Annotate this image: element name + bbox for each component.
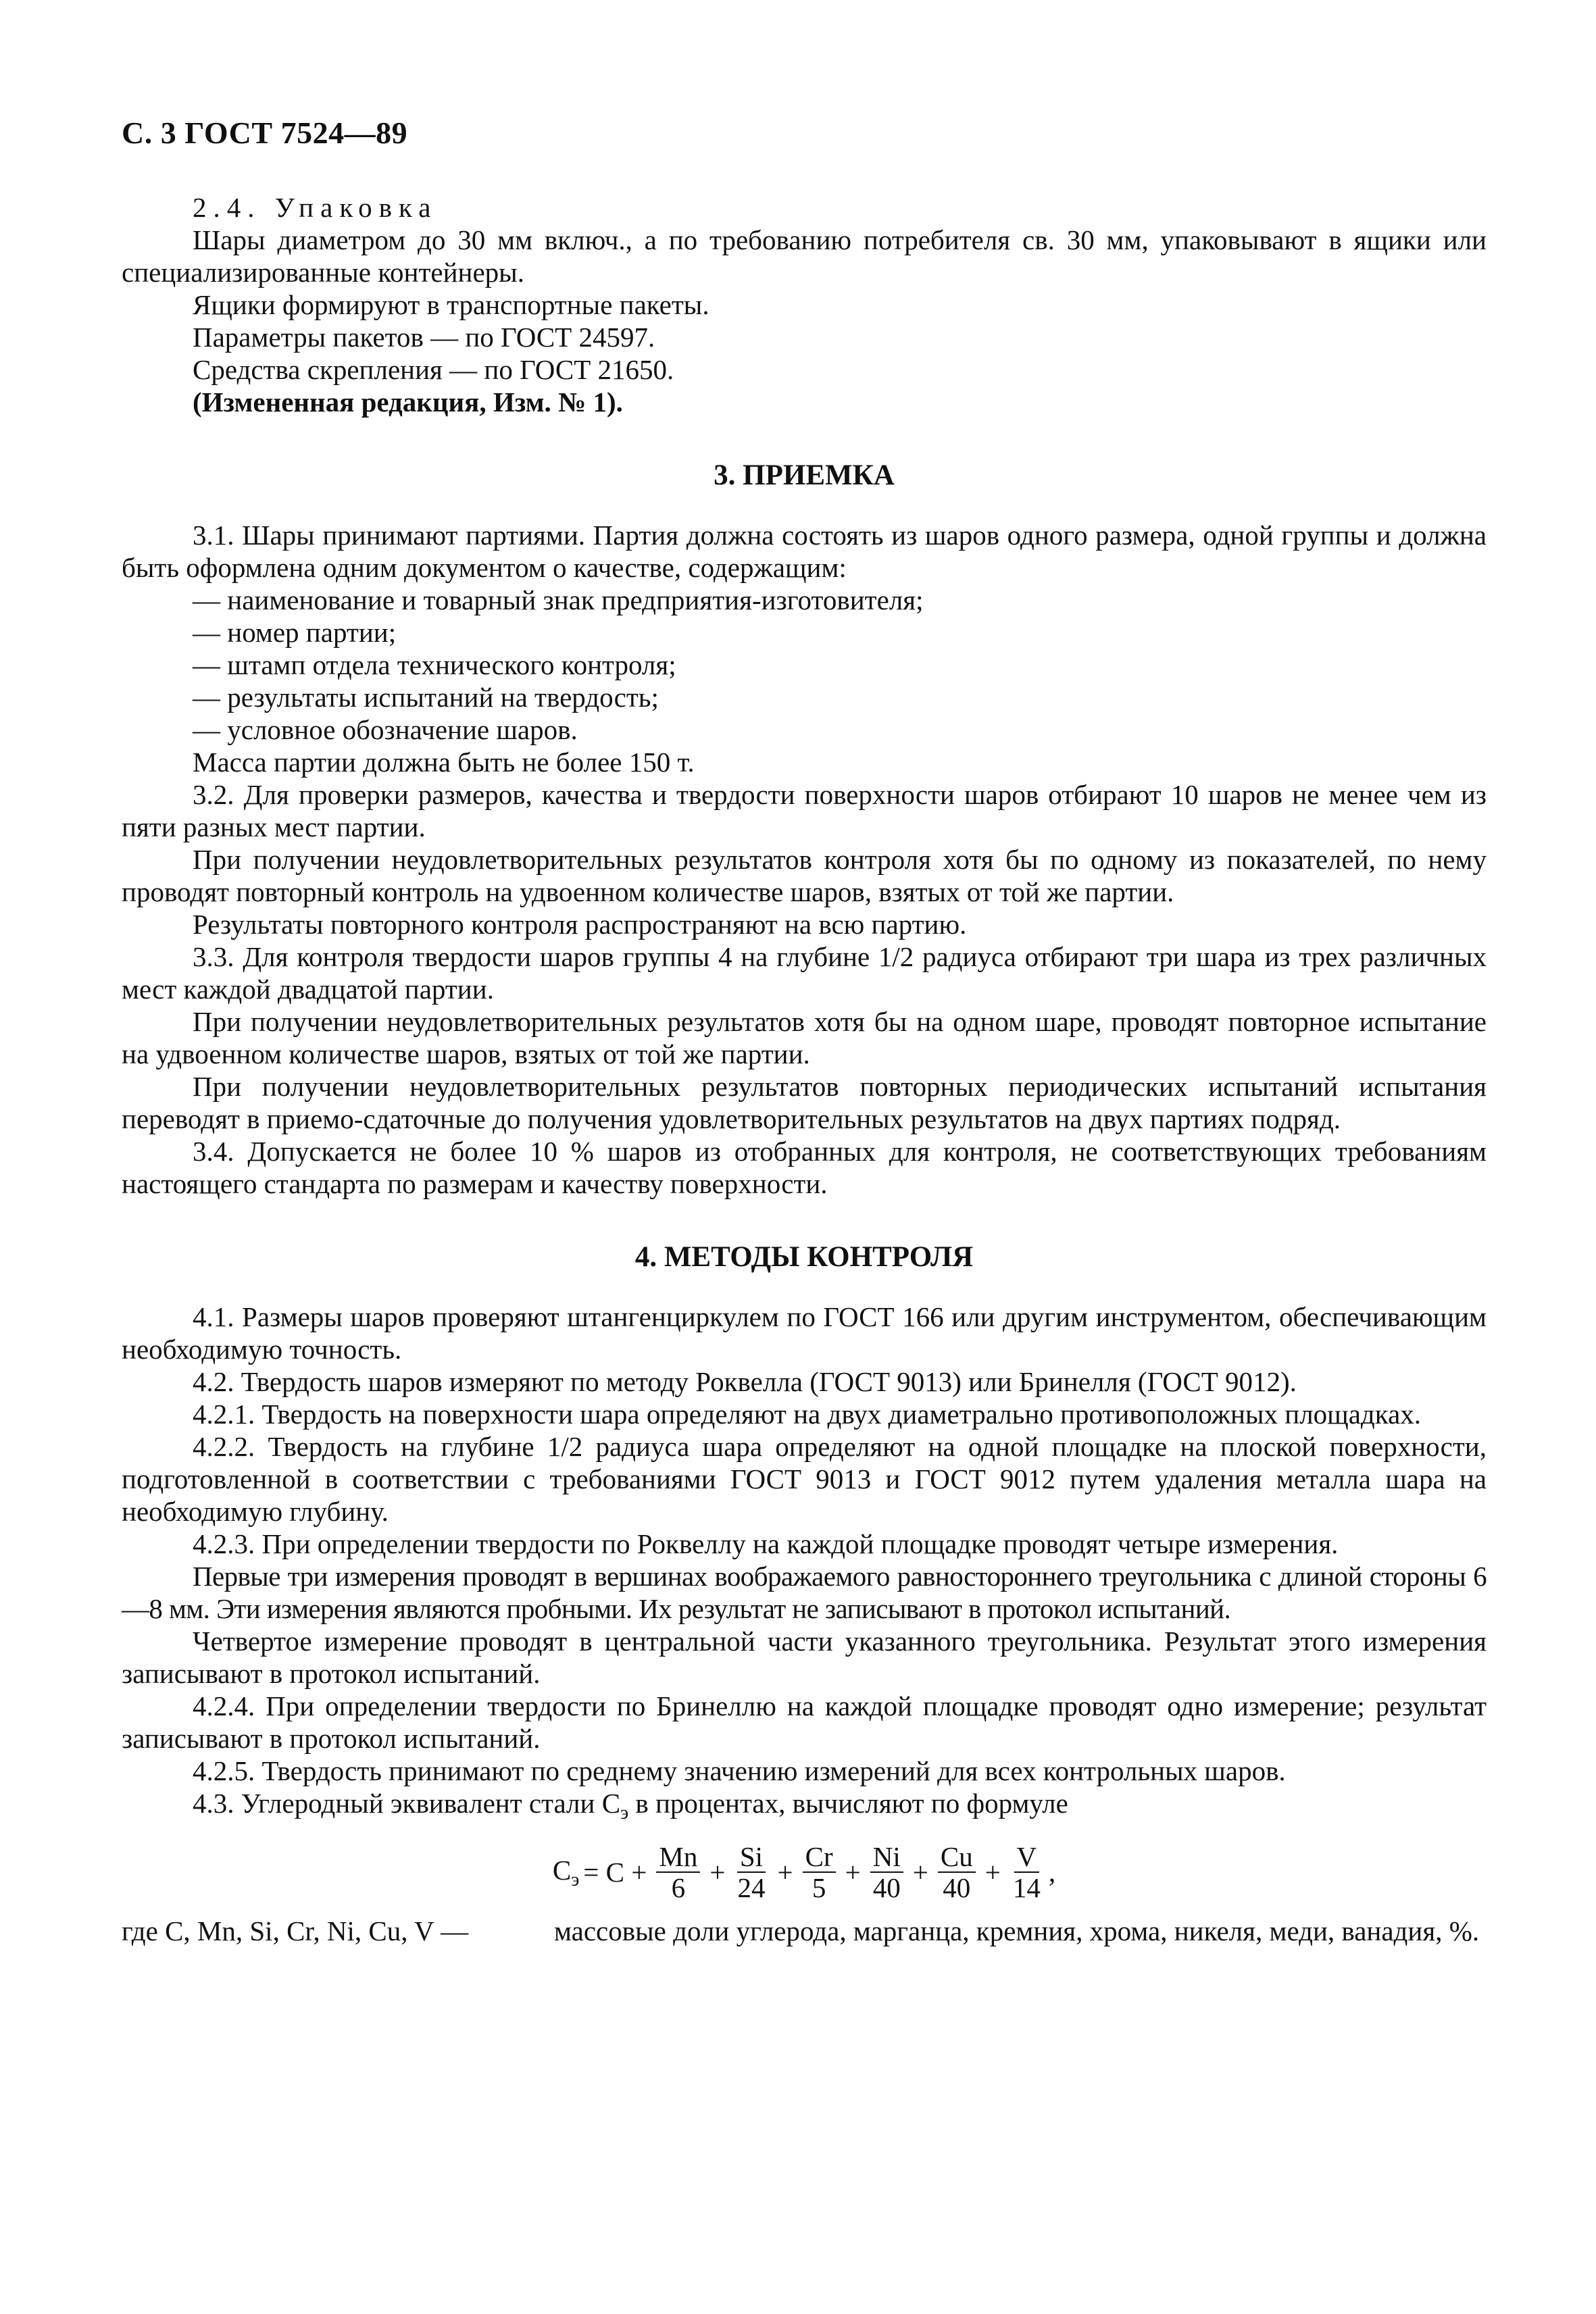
list-item: — штамп отдела технического контроля; xyxy=(193,649,676,680)
list-item: — номер партии; xyxy=(193,617,397,648)
paragraph xyxy=(122,1787,1487,1830)
document-page xyxy=(122,115,1487,1947)
list-item: — результаты испытаний на твердость; xyxy=(193,682,659,713)
formula-fraction: $\frac{Si}{24}$ xyxy=(737,1841,766,1904)
subscript: э xyxy=(620,1803,629,1824)
section-3-title: 3. ПРИЕМКА xyxy=(714,459,895,491)
formula-plus: + xyxy=(845,1857,861,1888)
paragraph: Средства скрепления — по ГОСТ 21650. xyxy=(193,354,674,385)
list-item: — условное обозначение шаров. xyxy=(193,714,578,745)
page-header: С. 3 ГОСТ 7524—89 xyxy=(122,116,408,150)
section-4-title: 4. МЕТОДЫ КОНТРОЛЯ xyxy=(634,1241,974,1273)
carbon-equivalent-formula xyxy=(122,1842,1487,1903)
text-span: в процентах, вычисляют по формуле xyxy=(628,1788,1068,1819)
formula-fraction: $\frac{Cu}{40}$ xyxy=(938,1842,976,1903)
formula-plus: + xyxy=(984,1857,1001,1888)
paragraph: При получении неудовлетворительных результатов контроля хотя бы по одному из показателей, по нему проводят повторный контроль на удвоенном количестве шаров, взятых от той же партии. xyxy=(122,844,1487,907)
paragraph: 4.2.2. Твердость на глубине 1/2 радиуса шара определяют на одной площадке на плоской поверхности, подготовленной в соответствии с требованиями ГОСТ 9013 и ГОСТ 9012 путем удаления металла шара на необходимую глубину. xyxy=(122,1431,1487,1527)
paragraph: Масса партии должна быть не более 150 т. xyxy=(193,747,695,778)
formula-equals: = С + xyxy=(583,1857,647,1888)
legend-text: массовые доли углерода, марганца, кремния, хрома, никеля, меди, ванадия, %. xyxy=(554,1915,1480,1947)
paragraph: 4.2.4. При определении твердости по Бринеллю на каждой площадке проводят одно измерение; результат записывают в протокол испытаний. xyxy=(122,1690,1487,1754)
formula-fraction: $\frac{Cr}{5}$ xyxy=(803,1842,836,1903)
list-item: — наименование и товарный знак предприятия-изготовителя; xyxy=(193,584,924,615)
paragraph: При получении неудовлетворительных результатов хотя бы на одном шаре, проводят повторное испытание на удвоенном количестве шаров, взятых от той же партии. xyxy=(122,1006,1487,1070)
formula-plus: + xyxy=(777,1857,793,1888)
legend-label: где С, Mn, Si, Cr, Ni, Cu, V — xyxy=(122,1915,469,1947)
paragraph: Параметры пакетов — по ГОСТ 24597. xyxy=(193,322,655,353)
paragraph: 3.1. Шары принимают партиями. Партия должна состоять из шаров одного размера, одной группы и должна быть оформлена одним документом о качестве, содержащим: xyxy=(122,520,1487,583)
paragraph: Результаты повторного контроля распространяют на всю партию. xyxy=(193,909,967,940)
paragraph: 4.2.3. При определении твердости по Роквеллу на каждой площадке проводят четыре измерения. xyxy=(193,1528,1339,1559)
formula-fraction: $\frac{Ni}{40}$ xyxy=(870,1842,903,1903)
paragraph: 4.2.1. Твердость на поверхности шара определяют на двух диаметрально противоположных площадках. xyxy=(193,1399,1422,1430)
text-span: 4.3. Углеродный эквивалент стали С xyxy=(193,1788,621,1819)
formula-fraction: $\frac{V}{14}$ xyxy=(1012,1841,1041,1904)
paragraph: 3.2. Для проверки размеров, качества и твердости поверхности шаров отбирают 10 шаров не менее чем из пяти разных мест партии. xyxy=(122,779,1487,842)
paragraph: 4.2.5. Твердость принимают по среднему значению измерений для всех контрольных шаров. xyxy=(193,1755,1286,1786)
paragraph: Четвертое измерение проводят в центральной части указанного треугольника. Результат этого измерения записывают в протокол испытаний. xyxy=(122,1626,1487,1689)
formula-lhs: $С_э$ xyxy=(552,1854,580,1890)
paragraph: Первые три измерения проводят в вершинах воображаемого равностороннего треугольника с длиной стороны 6—8 мм. Эти измерения являются пробными. Их результат не записывают в протокол испытаний. xyxy=(122,1561,1487,1624)
formula-tail: , xyxy=(1048,1857,1056,1888)
paragraph: При получении неудовлетворительных результатов повторных периодических испытаний испытания переводят в приемо-сдаточные до получения удовлетворительных результатов на двух партиях подряд. xyxy=(122,1071,1487,1134)
paragraph: 3.3. Для контроля твердости шаров группы 4 на глубине 1/2 радиуса отбирают три шара из трех различных мест каждой двадцатой партии. xyxy=(122,941,1487,1005)
paragraph: 4.1. Размеры шаров проверяют штангенциркулем по ГОСТ 166 или другим инструментом, обеспечивающим необходимую точность. xyxy=(122,1301,1487,1365)
formula-plus: + xyxy=(709,1857,726,1888)
paragraph: 4.2. Твердость шаров измеряют по методу Роквелла (ГОСТ 9013) или Бринелля (ГОСТ 9012). xyxy=(193,1366,1297,1397)
paragraph: 3.4. Допускается не более 10 % шаров из отобранных для контроля, не соответствующих требованиям настоящего стандарта по размерам и качеству поверхности. xyxy=(122,1136,1487,1199)
packaging-title: 2.4. Упаковка xyxy=(193,192,438,223)
formula-legend xyxy=(122,1915,1487,1947)
amendment-note: (Измененная редакция, Изм. № 1). xyxy=(193,386,623,418)
paragraph: Шары диаметром до 30 мм включ., а по требованию потребителя св. 30 мм, упаковывают в ящики или специализированные контейнеры. xyxy=(122,224,1487,288)
formula-plus: + xyxy=(912,1857,928,1888)
formula-fraction: $\frac{Mn}{6}$ xyxy=(656,1842,700,1903)
paragraph: Ящики формируют в транспортные пакеты. xyxy=(193,289,709,320)
